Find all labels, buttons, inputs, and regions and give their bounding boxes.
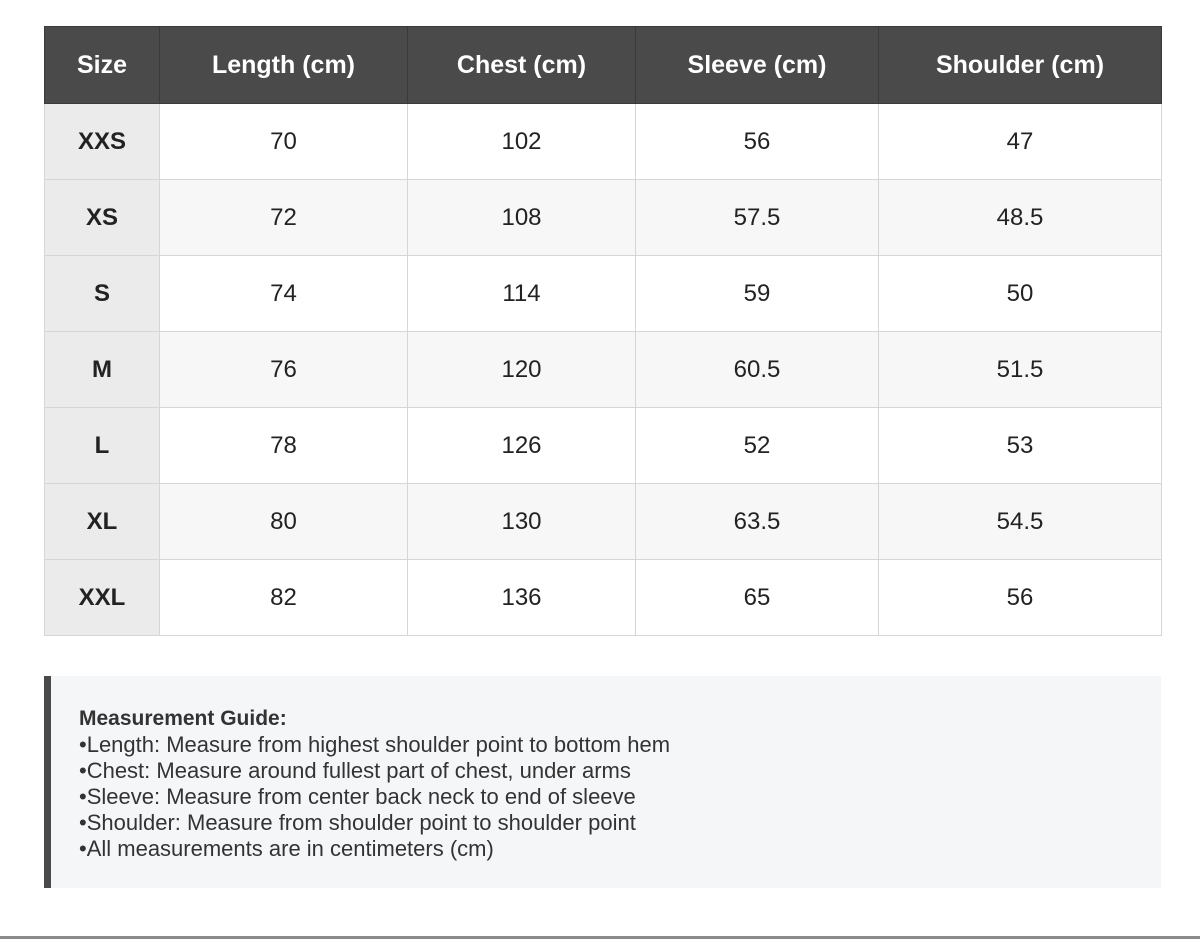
header-shoulder: Shoulder (cm) (879, 27, 1162, 104)
shoulder-cell: 51.5 (879, 332, 1162, 408)
guide-item-sleeve: • Sleeve: Measure from center back neck to end of sleeve (79, 784, 1161, 810)
guide-item-units: • All measurements are in centimeters (cm) (79, 836, 1161, 862)
size-cell: XS (45, 180, 160, 256)
length-cell: 72 (160, 180, 408, 256)
table-row (45, 104, 1162, 180)
shoulder-cell: 48.5 (879, 180, 1162, 256)
length-cell: 78 (160, 408, 408, 484)
shoulder-cell: 47 (879, 104, 1162, 180)
shoulder-cell: 53 (879, 408, 1162, 484)
header-sleeve: Sleeve (cm) (636, 27, 879, 104)
size-cell: L (45, 408, 160, 484)
chest-cell: 126 (408, 408, 636, 484)
length-cell: 82 (160, 560, 408, 636)
length-cell: 76 (160, 332, 408, 408)
size-cell: XXS (45, 104, 160, 180)
sleeve-cell: 60.5 (636, 332, 879, 408)
guide-list (79, 732, 1161, 862)
size-cell: S (45, 256, 160, 332)
chest-cell: 114 (408, 256, 636, 332)
guide-item-chest: • Chest: Measure around fullest part of chest, under arms (79, 758, 1161, 784)
sleeve-cell: 59 (636, 256, 879, 332)
sleeve-cell: 52 (636, 408, 879, 484)
table-row (45, 484, 1162, 560)
sleeve-cell: 65 (636, 560, 879, 636)
sleeve-cell: 57.5 (636, 180, 879, 256)
guide-item-length: • Length: Measure from highest shoulder point to bottom hem (79, 732, 1161, 758)
guide-item-shoulder: • Shoulder: Measure from shoulder point to shoulder point (79, 810, 1161, 836)
table-row (45, 332, 1162, 408)
size-chart-table (44, 26, 1162, 636)
shoulder-cell: 54.5 (879, 484, 1162, 560)
size-cell: M (45, 332, 160, 408)
header-row (45, 27, 1162, 104)
header-chest: Chest (cm) (408, 27, 636, 104)
sleeve-cell: 56 (636, 104, 879, 180)
chest-cell: 136 (408, 560, 636, 636)
length-cell: 70 (160, 104, 408, 180)
table-body (45, 104, 1162, 636)
length-cell: 80 (160, 484, 408, 560)
guide-title: Measurement Guide: (79, 707, 287, 730)
size-cell: XL (45, 484, 160, 560)
shoulder-cell: 50 (879, 256, 1162, 332)
chest-cell: 102 (408, 104, 636, 180)
table-row (45, 408, 1162, 484)
header-length: Length (cm) (160, 27, 408, 104)
table-row (45, 180, 1162, 256)
measurement-guide (44, 676, 1161, 888)
chest-cell: 130 (408, 484, 636, 560)
header-size: Size (45, 27, 160, 104)
chest-cell: 120 (408, 332, 636, 408)
size-cell: XXL (45, 560, 160, 636)
table-row (45, 256, 1162, 332)
sleeve-cell: 63.5 (636, 484, 879, 560)
table-header (45, 27, 1162, 104)
length-cell: 74 (160, 256, 408, 332)
chest-cell: 108 (408, 180, 636, 256)
shoulder-cell: 56 (879, 560, 1162, 636)
table-row (45, 560, 1162, 636)
